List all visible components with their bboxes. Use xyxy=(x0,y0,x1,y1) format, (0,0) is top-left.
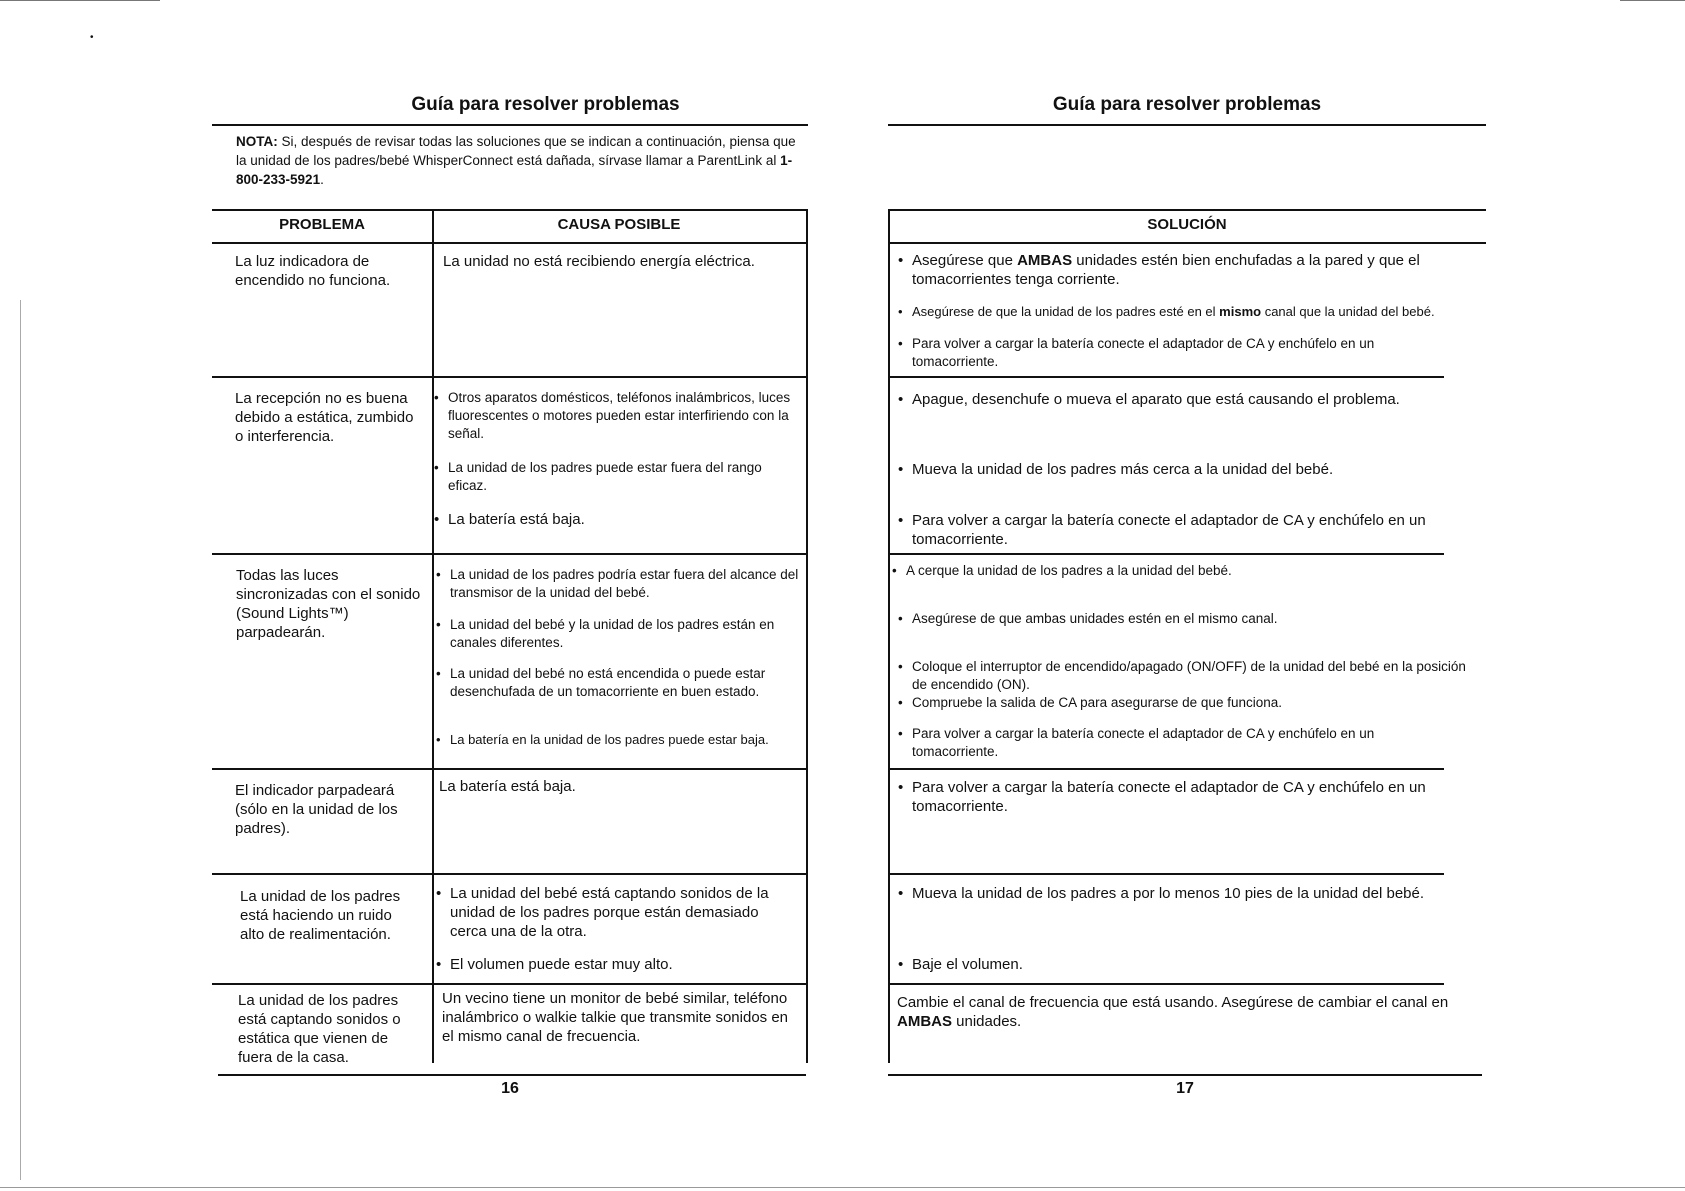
row2-solutions-b xyxy=(896,460,1456,479)
table-top-left xyxy=(212,209,806,211)
row4-solution-1: • Para volver a cargar la batería conecte el adaptador de CA y enchúfelo en un tomacorriente. xyxy=(896,778,1456,816)
row6-cause: Un vecino tiene un monitor de bebé similar, teléfono inalámbrico o walkie talkie que transmite sonidos en el mismo canal de frecuencia. xyxy=(442,990,789,1045)
note xyxy=(236,132,796,189)
row1-solutions-b xyxy=(896,303,1486,321)
row1-solution-1 xyxy=(896,251,1481,289)
header-rule-left xyxy=(212,242,806,244)
table-top-right xyxy=(888,209,1486,211)
row6-solution xyxy=(897,993,1457,1031)
row5-problem: La unidad de los padres está haciendo un ruido alto de realimentación. xyxy=(240,888,401,943)
row5-cause-2: • El volumen puede estar muy alto. xyxy=(434,955,794,974)
scan-dot: • xyxy=(90,32,94,43)
bottom-rule-left xyxy=(218,1074,806,1076)
row1-problem: La luz indicadora de encendido no funciona. xyxy=(235,253,391,289)
row2-solution-1: • Apague, desenchufe o mueva el aparato que está causando el problema. xyxy=(896,390,1456,409)
row1-solution-3: • Para volver a cargar la batería conecte el adaptador de CA y enchúfelo en un tomacorriente. xyxy=(896,335,1456,371)
row3-solution-1: • A cerque la unidad de los padres a la unidad del bebé. xyxy=(890,562,1460,580)
row1-sol2-c: canal que la unidad del bebé. xyxy=(1261,304,1435,319)
row1-solutions-c xyxy=(896,335,1456,371)
note-label: NOTA: xyxy=(236,134,278,149)
page-title-left: Guía para resolver problemas xyxy=(411,94,680,115)
row-sep-1-left xyxy=(212,376,806,378)
row2-solution-3: • Para volver a cargar la batería conecte el adaptador de CA y enchúfelo en un tomacorriente. xyxy=(896,511,1456,549)
header-cause: CAUSA POSIBLE xyxy=(557,216,681,233)
page-number-left: 16 xyxy=(501,1080,519,1097)
row-sep-2-right xyxy=(888,553,1444,555)
row3-solution-2: • Asegúrese de que ambas unidades estén en el mismo canal. xyxy=(896,610,1456,628)
title-rule-left xyxy=(212,124,808,126)
row5-solution-2: • Baje el volumen. xyxy=(896,955,1456,974)
row2-solution-2: • Mueva la unidad de los padres más cerca a la unidad del bebé. xyxy=(896,460,1456,479)
row3-solutions xyxy=(890,562,1460,580)
row-sep-5-left xyxy=(212,983,806,985)
row2-solutions xyxy=(896,390,1456,409)
row4-cause: La batería está baja. xyxy=(439,778,576,795)
row1-solutions xyxy=(896,251,1481,289)
row-sep-3-right xyxy=(888,768,1444,770)
row3-solution-5: • Para volver a cargar la batería conecte el adaptador de CA y enchúfelo en un tomacorriente. xyxy=(896,725,1456,761)
row2-cause-2: • La unidad de los padres puede estar fuera del rango eficaz. xyxy=(432,459,792,495)
row3-solutions-d xyxy=(896,725,1456,761)
row1-sol2-a: Asegúrese de que la unidad de los padres esté en el xyxy=(912,304,1220,319)
row3-solution-4: • Compruebe la salida de CA para asegurarse de que funciona. xyxy=(896,694,1466,712)
row3-cause-4: • La batería en la unidad de los padres puede estar baja. xyxy=(434,731,799,749)
bottom-rule-right xyxy=(888,1074,1482,1076)
row1-sol1-c: unidades estén bien enchufadas a la pared y que el tomacorrientes tenga corriente. xyxy=(912,252,1420,288)
col-divider-2 xyxy=(806,209,808,1063)
row3-solution-3: • Coloque el interruptor de encendido/apagado (ON/OFF) de la unidad del bebé en la posición de encendido (ON). xyxy=(896,658,1466,694)
note-phone: 1-800-233-5921 xyxy=(236,153,793,187)
row3-cause-2: • La unidad del bebé y la unidad de los padres están en canales diferentes. xyxy=(434,616,799,652)
page-number-right: 17 xyxy=(1176,1080,1194,1097)
col-divider-3 xyxy=(888,209,890,1063)
row-sep-3-left xyxy=(212,768,806,770)
row2-solutions-c xyxy=(896,511,1456,549)
row5-causes xyxy=(434,884,794,941)
row-sep-4-right xyxy=(888,873,1444,875)
row2-causes-b xyxy=(432,459,792,495)
row-sep-1-right xyxy=(888,376,1444,378)
row1-solution-2 xyxy=(896,303,1486,321)
row1-cause: La unidad no está recibiendo energía eléctrica. xyxy=(443,253,755,270)
row6-problem: La unidad de los padres está captando sonidos o estática que vienen de fuera de la casa. xyxy=(238,992,401,1066)
page-title-right: Guía para resolver problemas xyxy=(1052,94,1322,115)
row2-cause-3: • La batería está baja. xyxy=(432,510,792,529)
row5-solutions-b xyxy=(896,955,1456,974)
row-sep-5-right xyxy=(888,983,1444,985)
scan-edge xyxy=(20,300,21,1180)
note-end: . xyxy=(320,172,324,187)
row5-solutions xyxy=(896,884,1456,903)
row4-solutions xyxy=(896,778,1456,816)
row2-cause-1: • Otros aparatos domésticos, teléfonos inalámbricos, luces fluorescentes o motores pueden estar interfiriendo con la señal. xyxy=(432,389,792,443)
row6-sol-a: Cambie el canal de frecuencia que está usando. Asegúrese de cambiar el canal en xyxy=(897,994,1449,1011)
note-text: Si, después de revisar todas las soluciones que se indican a continuación, piensa que la unidad de los padres/bebé WhisperConnect está dañada, sírvase llamar a ParentLink al xyxy=(236,134,796,168)
row5-solution-1: • Mueva la unidad de los padres a por lo menos 10 pies de la unidad del bebé. xyxy=(896,884,1456,903)
header-rule-right xyxy=(888,242,1486,244)
row5-causes-b xyxy=(434,955,794,974)
row-sep-2-left xyxy=(212,553,806,555)
row6-sol-b: AMBAS xyxy=(897,1013,952,1030)
row3-problem: Todas las luces sincronizadas con el sonido (Sound Lights™) parpadearán. xyxy=(236,567,421,641)
row1-sol1-b: AMBAS xyxy=(1017,252,1073,269)
row-sep-4-left xyxy=(212,873,806,875)
row3-causes xyxy=(434,566,799,602)
row3-cause-3: • La unidad del bebé no está encendida o puede estar desenchufada de un tomacorriente en buen estado. xyxy=(434,665,804,701)
row3-cause-1: • La unidad de los padres podría estar fuera del alcance del transmisor de la unidad del bebé. xyxy=(434,566,799,602)
row2-causes-c xyxy=(432,510,792,529)
row3-solutions-c xyxy=(896,658,1466,712)
row5-cause-1: • La unidad del bebé está captando sonidos de la unidad de los padres porque están demasiado cerca una de la otra. xyxy=(434,884,794,941)
row2-problem: La recepción no es buena debido a estática, zumbido o interferencia. xyxy=(235,390,414,445)
header-solution: SOLUCIÓN xyxy=(1147,216,1227,233)
row3-causes-c xyxy=(434,665,804,701)
row3-causes-b xyxy=(434,616,799,652)
title-rule-right xyxy=(888,124,1486,126)
row2-causes xyxy=(432,389,792,443)
row4-problem: El indicador parpadeará (sólo en la unidad de los padres). xyxy=(235,782,398,837)
row1-sol2-b: mismo xyxy=(1219,304,1262,319)
row3-solutions-b xyxy=(896,610,1456,628)
header-problem: PROBLEMA xyxy=(279,216,365,233)
row3-causes-d xyxy=(434,731,799,749)
row1-sol1-a: Asegúrese que xyxy=(912,252,1018,269)
row6-sol-c: unidades. xyxy=(952,1013,1022,1030)
